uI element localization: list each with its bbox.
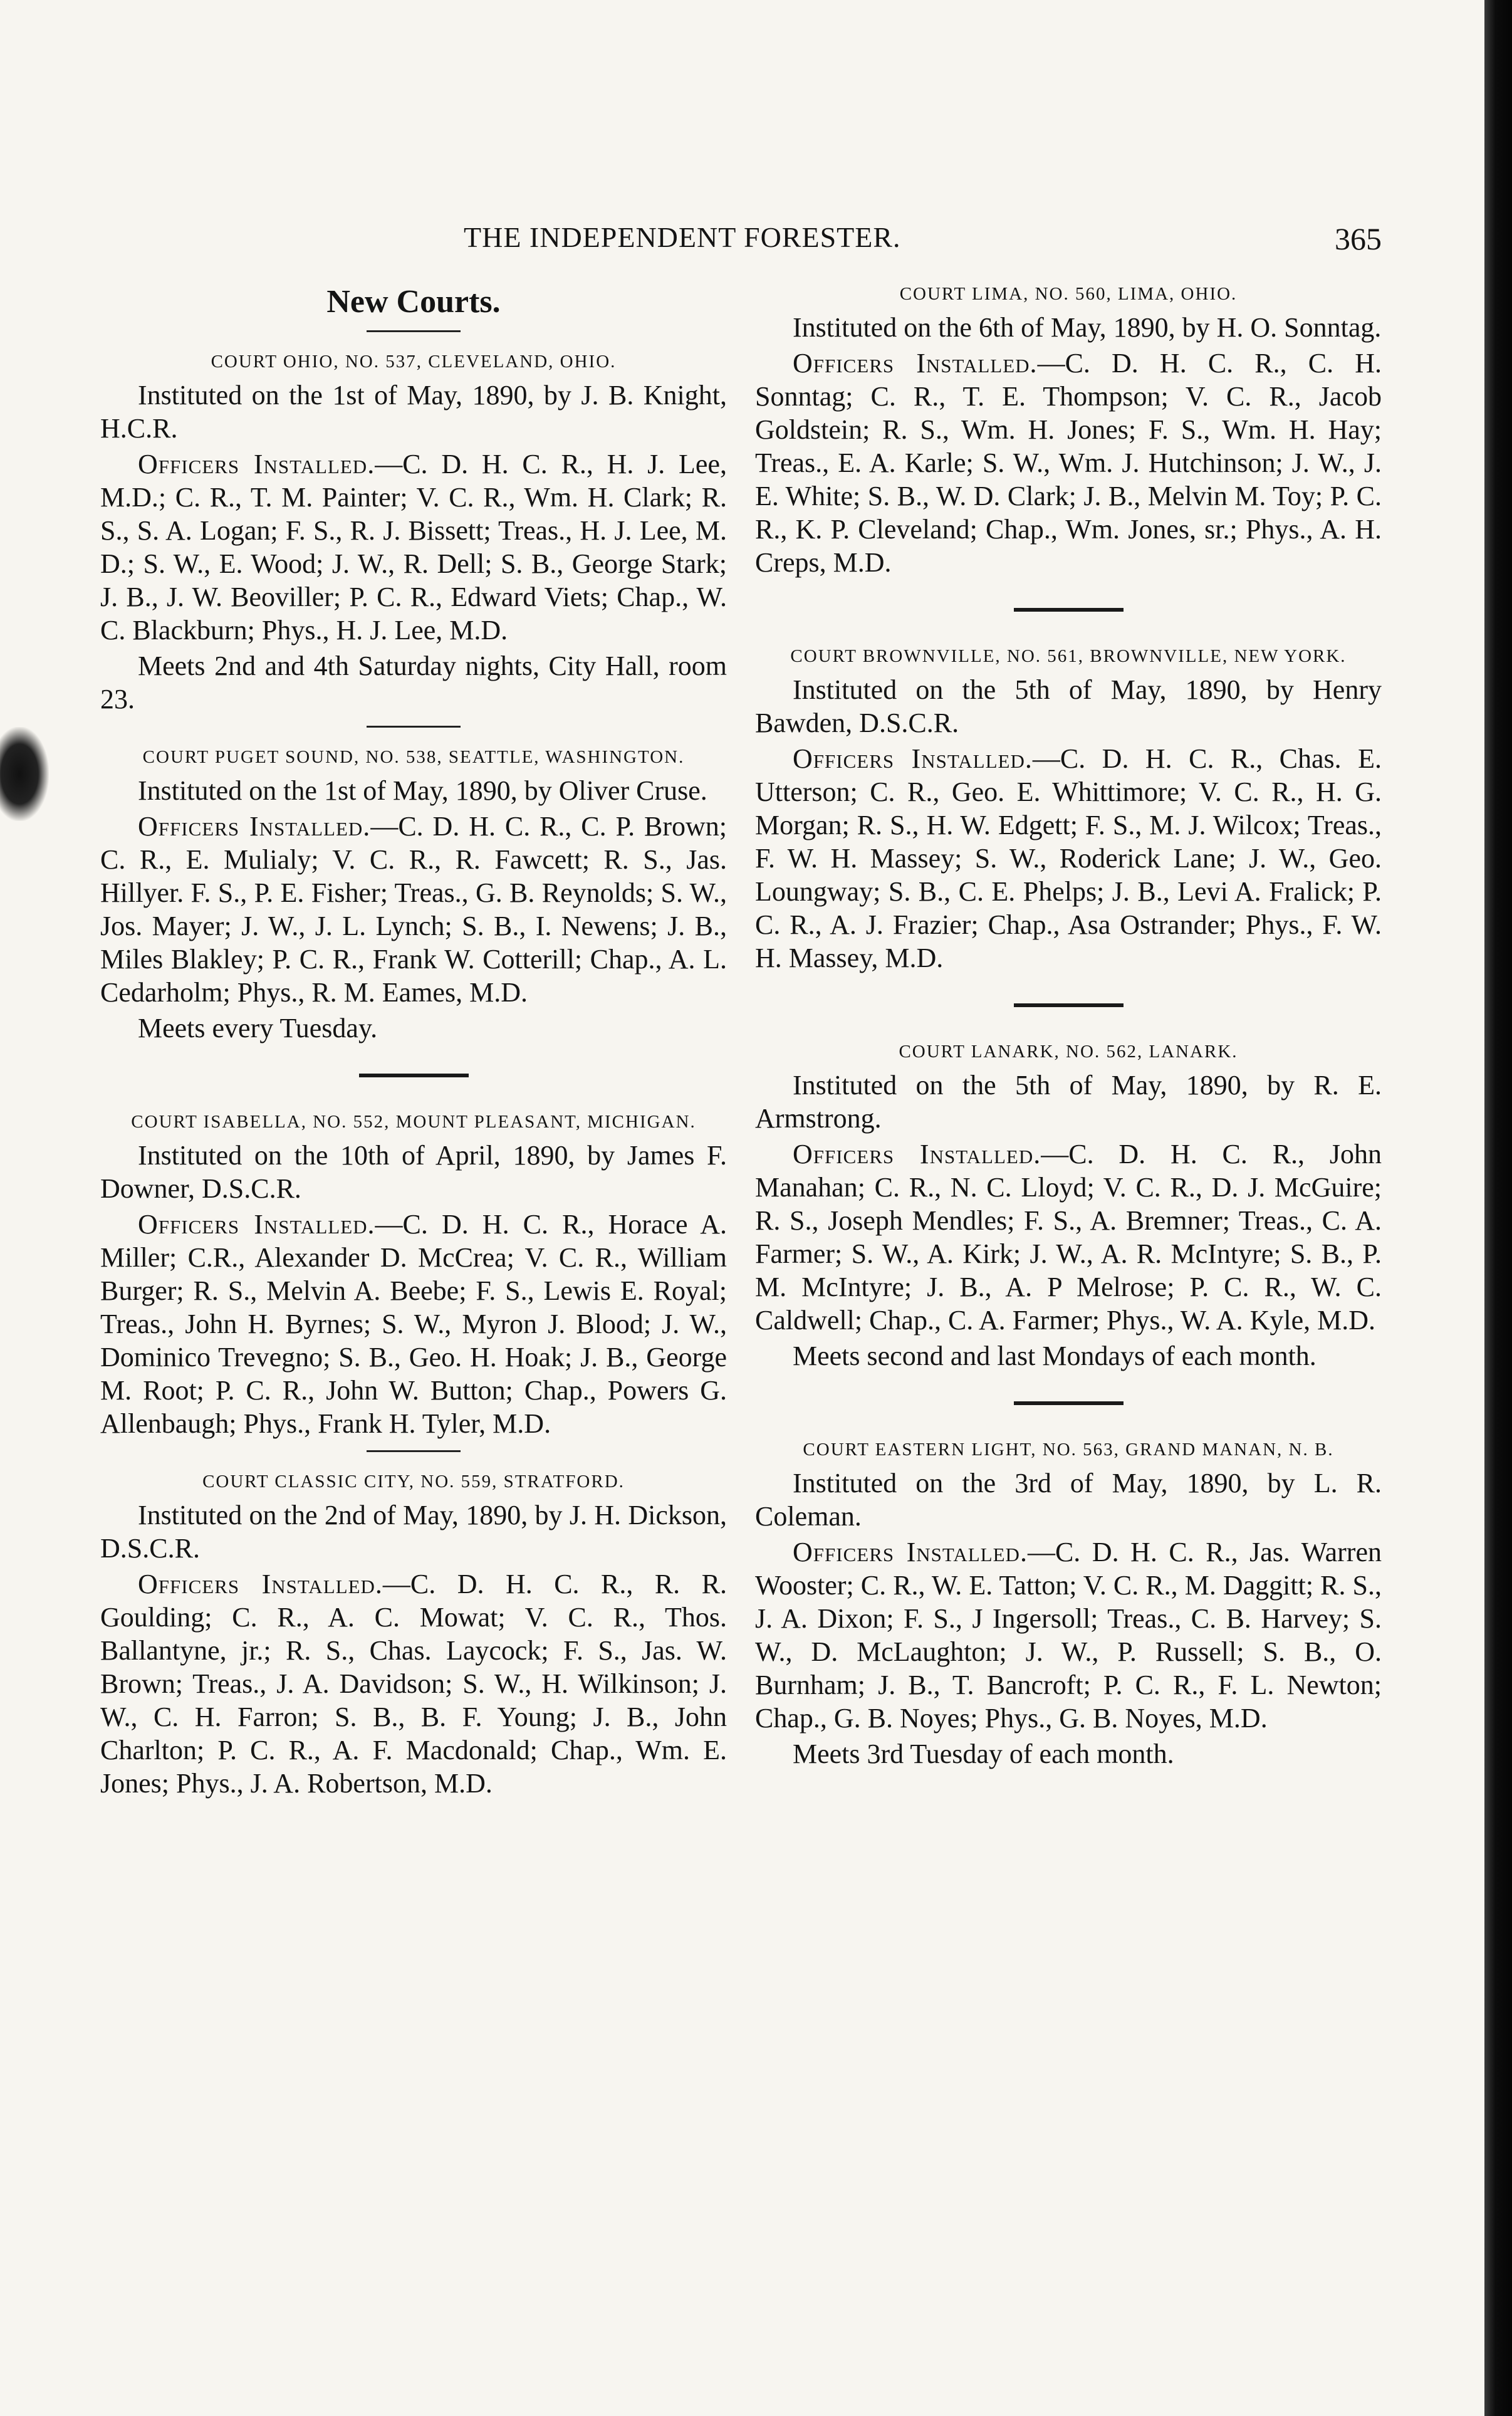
court-heading: COURT LANARK, NO. 562, LANARK. xyxy=(899,1042,1238,1062)
court-divider xyxy=(359,1074,469,1077)
meets-text: Meets 3rd Tuesday of each month. xyxy=(793,1739,1174,1769)
officers-paragraph xyxy=(100,1567,727,1800)
court-entry xyxy=(755,1436,1382,1770)
court-heading: COURT OHIO, NO. 537, CLEVELAND, OHIO. xyxy=(211,352,617,372)
journal-title: THE INDEPENDENT FORESTER. xyxy=(464,221,901,253)
officers-label: Officers Installed. xyxy=(793,1537,1028,1567)
court-heading: COURT ISABELLA, NO. 552, MOUNT PLEASANT, MICHIGAN. xyxy=(131,1112,696,1132)
officers-label: Officers Installed. xyxy=(793,743,1033,774)
officers-list: —C. D. H. C. R., Horace A. Miller; C.R., Alexander D. McCrea; V. C. R., William Burger; R. S., Melvin A. Beebe; F. S., Lewis E. Royal; Treas., John H. Byrnes; S. W., Myron J. Blood; J. W., Dominico Trevegno; S. B., Geo. H. Hoak; J. B., George M. Root; P. C. R., John W. Button; Chap., Powers G. Allenbaugh; Phys., Frank H. Tyler, M.D. xyxy=(100,1209,727,1439)
instituted-text: Instituted on the 5th of May, 1890, by Henry Bawden, D.S.C.R. xyxy=(755,674,1382,738)
court-divider xyxy=(1014,1401,1124,1405)
officers-list: —C. D. H. C. R., Jas. Warren Wooster; C. R., W. E. Tatton; V. C. R., M. Daggitt; R. S., J. A. Dixon; F. S., J Ingersoll; Treas., C. B. Harvey; S. W., D. McLaughton; J. W., P. Russell; S. B., O. Burnham; J. B., T. Bancroft; P. C. R., F. L. Newton; Chap., G. B. Noyes; Phys., G. B. Noyes, M.D. xyxy=(755,1537,1382,1734)
court-divider xyxy=(367,1450,461,1452)
officers-paragraph xyxy=(100,447,727,647)
officers-label: Officers Installed. xyxy=(138,1569,383,1599)
left-column xyxy=(100,276,727,2363)
court-divider xyxy=(1014,608,1124,612)
court-divider xyxy=(1014,1003,1124,1007)
instituted-text: Instituted on the 6th of May, 1890, by H. O. Sonntag. xyxy=(793,312,1382,343)
court-heading: COURT PUGET SOUND, NO. 538, SEATTLE, WASHINGTON. xyxy=(142,747,685,767)
court-entry xyxy=(100,1468,727,1800)
page-number: 365 xyxy=(1335,221,1382,256)
section-divider xyxy=(367,330,461,332)
instituted-text: Instituted on the 10th of April, 1890, by James F. Downer, D.S.C.R. xyxy=(100,1140,727,1204)
officers-list: —C. D. H. C. R., H. J. Lee, M.D.; C. R., T. M. Painter; V. C. R., Wm. H. Clark; R. S., S. A. Logan; F. S., R. J. Bissett; Treas., H. J. Lee, M. D.; S. W., E. Wood; J. W., R. Dell; S. B., George Stark; J. B., J. W. Beoviller; P. C. R., Edward Viets; Chap., W. C. Blackburn; Phys., H. J. Lee, M.D. xyxy=(100,449,727,646)
court-entry xyxy=(755,643,1382,975)
instituted-text: Instituted on the 2nd of May, 1890, by J. H. Dickson, D.S.C.R. xyxy=(100,1500,727,1564)
running-head xyxy=(144,221,1382,264)
court-divider xyxy=(367,726,461,728)
officers-label: Officers Installed. xyxy=(793,1139,1041,1169)
officers-paragraph xyxy=(755,742,1382,975)
officers-paragraph xyxy=(100,810,727,1009)
instituted-text: Instituted on the 1st of May, 1890, by J. B. Knight, H.C.R. xyxy=(100,380,727,444)
court-heading: COURT BROWNVILLE, NO. 561, BROWNVILLE, NEW YORK. xyxy=(790,646,1347,666)
court-entry xyxy=(100,348,727,716)
instituted-text: Instituted on the 1st of May, 1890, by Oliver Cruse. xyxy=(138,775,707,806)
officers-paragraph xyxy=(755,1535,1382,1735)
officers-label: Officers Installed. xyxy=(793,348,1038,379)
meets-text: Meets second and last Mondays of each month. xyxy=(793,1341,1316,1371)
officers-list: —C. D. H. C. R., C. H. Sonntag; C. R., T. E. Thompson; V. C. R., Jacob Goldstein; R. S., Wm. H. Jones; F. S., Wm. H. Hay; Treas., E. A. Karle; S. W., Wm. J. Hutchinson; J. W., J. E. White; S. B., W. D. Clark; J. B., Melvin M. Toy; P. C. R., K. P. Cleveland; Chap., Wm. Jones, sr.; Phys., A. H. Creps, M.D. xyxy=(755,348,1382,578)
court-heading: COURT LIMA, NO. 560, LIMA, OHIO. xyxy=(899,284,1238,304)
officers-paragraph xyxy=(755,1137,1382,1337)
court-entry xyxy=(100,1109,727,1440)
officers-label: Officers Installed. xyxy=(138,1209,375,1240)
instituted-text: Instituted on the 5th of May, 1890, by R. E. Armstrong. xyxy=(755,1070,1382,1134)
court-entry xyxy=(100,744,727,1045)
court-heading: COURT CLASSIC CITY, NO. 559, STRATFORD. xyxy=(202,1472,625,1492)
officers-list: —C. D. H. C. R., C. P. Brown; C. R., E. Mulialy; V. C. R., R. Fawcett; R. S., Jas. Hillyer. F. S., P. E. Fisher; Treas., G. B. Reynolds; S. W., Jos. Mayer; J. W., J. L. Lynch; S. B., I. Newens; J. B., Miles Blakley; P. C. R., Frank W. Cotterill; Chap., A. L. Cedarholm; Phys., R. M. Eames, M.D. xyxy=(100,811,727,1008)
meets-text: Meets every Tuesday. xyxy=(138,1013,378,1043)
officers-list: —C. D. H. C. R., Chas. E. Utterson; C. R., Geo. E. Whittimore; V. C. R., H. G. Morgan; R. S., H. W. Edgett; F. S., M. J. Wilcox; Treas., F. W. H. Massey; S. W., Roderick Lane; J. W., Geo. Loungway; S. B., C. E. Phelps; J. B., Levi A. Fralick; P. C. R., A. J. Frazier; Chap., Asa Ostrander; Phys., F. W. H. Massey, M.D. xyxy=(755,743,1382,973)
meets-text: Meets 2nd and 4th Saturday nights, City Hall, room 23. xyxy=(100,651,727,714)
court-entry xyxy=(755,281,1382,579)
officers-label: Officers Installed. xyxy=(138,811,371,842)
officers-list: —C. D. H. C. R., John Manahan; C. R., N. C. Lloyd; V. C. R., D. J. McGuire; R. S., Joseph Mendles; F. S., A. Bremner; Treas., C. A. Farmer; S. W., A. Kirk; J. W., A. R. McIntyre; S. B., P. M. McIntyre; J. B., A. P Melrose; P. C. R., W. C. Caldwell; Chap., C. A. Farmer; Phys., W. A. Kyle, M.D. xyxy=(755,1139,1382,1336)
ink-blot xyxy=(0,727,49,821)
instituted-text: Instituted on the 3rd of May, 1890, by L. R. Coleman. xyxy=(755,1468,1382,1532)
right-column xyxy=(755,276,1382,2363)
officers-label: Officers Installed. xyxy=(138,449,375,479)
officers-paragraph xyxy=(100,1208,727,1440)
page-edge-shadow xyxy=(1484,0,1512,2416)
court-entry xyxy=(755,1038,1382,1373)
section-title: New Courts. xyxy=(326,284,501,320)
officers-list: —C. D. H. C. R., R. R. Goulding; C. R., A. C. Mowat; V. C. R., Thos. Ballantyne, jr.; R. S., Chas. Laycock; F. S., Jas. W. Brown; Treas., J. A. Davidson; S. W., H. Wilkinson; J. W., C. H. Farron; S. B., B. F. Young; J. B., John Charlton; P. C. R., A. F. Macdonald; Chap., Wm. E. Jones; Phys., J. A. Robertson, M.D. xyxy=(100,1569,727,1799)
court-heading: COURT EASTERN LIGHT, NO. 563, GRAND MANAN, N. B. xyxy=(803,1440,1334,1460)
officers-paragraph xyxy=(755,347,1382,579)
